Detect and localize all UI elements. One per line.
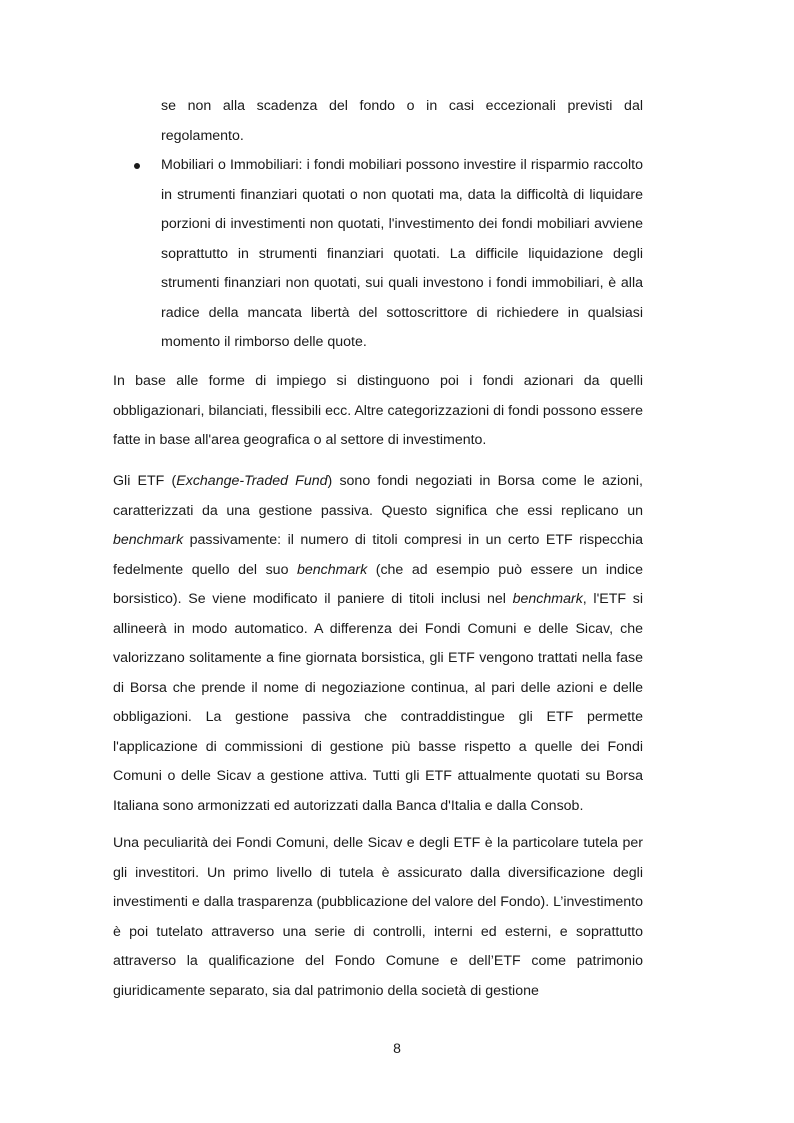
bullet-item-mobiliari: Mobiliari o Immobiliari: i fondi mobiliari possono investire il risparmio raccolto in strumenti finanziari quotati o non quotati ma, data la difficoltà di liquidare porzioni di investimenti non quotati, l'investimento dei fondi mobiliari avviene soprattutto in strumenti finanziari quotati. La difficile liquidazione degli strumenti finanziari non quotati, sui quali investono i fondi immobiliari, è alla radice della mancata libertà del sottoscrittore di richiedere in qualsiasi momento il rimborso delle quote.: [161, 157, 643, 350]
italic-term: benchmark: [512, 591, 583, 607]
paragraph-tutela: Una peculiarità dei Fondi Comuni, delle Sicav e degli ETF è la particolare tutela per gli investitori. Un primo livello di tutela è assicurato dalla diversificazione degli investimenti e dalla trasparenza (pubblicazione del valore del Fondo). L’investimento è poi tutelato attraverso una serie di controlli, interni ed esterni, e soprattutto attraverso la qualificazione del Fondo Comune e dell’ETF come patrimonio giuridicamente separato, sia dal patrimonio della società di gestione: [113, 835, 643, 999]
continuation-text: se non alla scadenza del fondo o in casi eccezionali previsti dal regolamento.: [161, 98, 643, 144]
italic-term: benchmark: [297, 561, 368, 578]
text-segment: ) sono fondi negoziati in Borsa come le azioni, caratterizzati da una gestione passiva. Questo significa che essi replicano un: [113, 473, 643, 519]
text-segment: passivamente: il numero di titoli compresi in un certo ETF rispecchia fedelmente quello del suo: [113, 532, 643, 578]
text-segment: , l'ETF si allineerà in modo automatico. A differenza dei Fondi Comuni e delle Sicav, che valorizzano solitamente a fine giornata borsistica, gli ETF vengono trattati nella fase di Borsa che prende il nome di negoziazione continua, al pari delle azioni e delle obbligazioni. La gestione passiva che contraddistingue gli ETF permette l'applicazione di commissioni di gestione più basse rispetto a quelle dei Fondi Comuni o delle Sicav a gestione attiva. Tutti gli ETF attualmente quotati su Borsa Italiana sono armonizzati ed autorizzati dalla Banca d'Italia e dalla Consob.: [113, 591, 644, 814]
italic-term: Exchange-Traded Fund: [176, 473, 328, 489]
bullet-dot-icon: [134, 163, 140, 169]
paragraph-forme-di-impiego: In base alle forme di impiego si distinguono poi i fondi azionari da quelli obbligazionari, bilanciati, flessibili ecc. Altre categorizzazioni di fondi possono essere fatte in base all'area geografica o al settore di investimento.: [113, 373, 643, 448]
text-segment: Gli ETF (: [113, 473, 177, 489]
text-segment: (che ad esempio può essere un indice borsistico). Se viene modificato il paniere di titoli inclusi nel: [113, 561, 644, 607]
paragraph-etf: [113, 467, 643, 821]
page-number: 8: [393, 1040, 401, 1056]
italic-term: benchmark: [113, 532, 184, 548]
